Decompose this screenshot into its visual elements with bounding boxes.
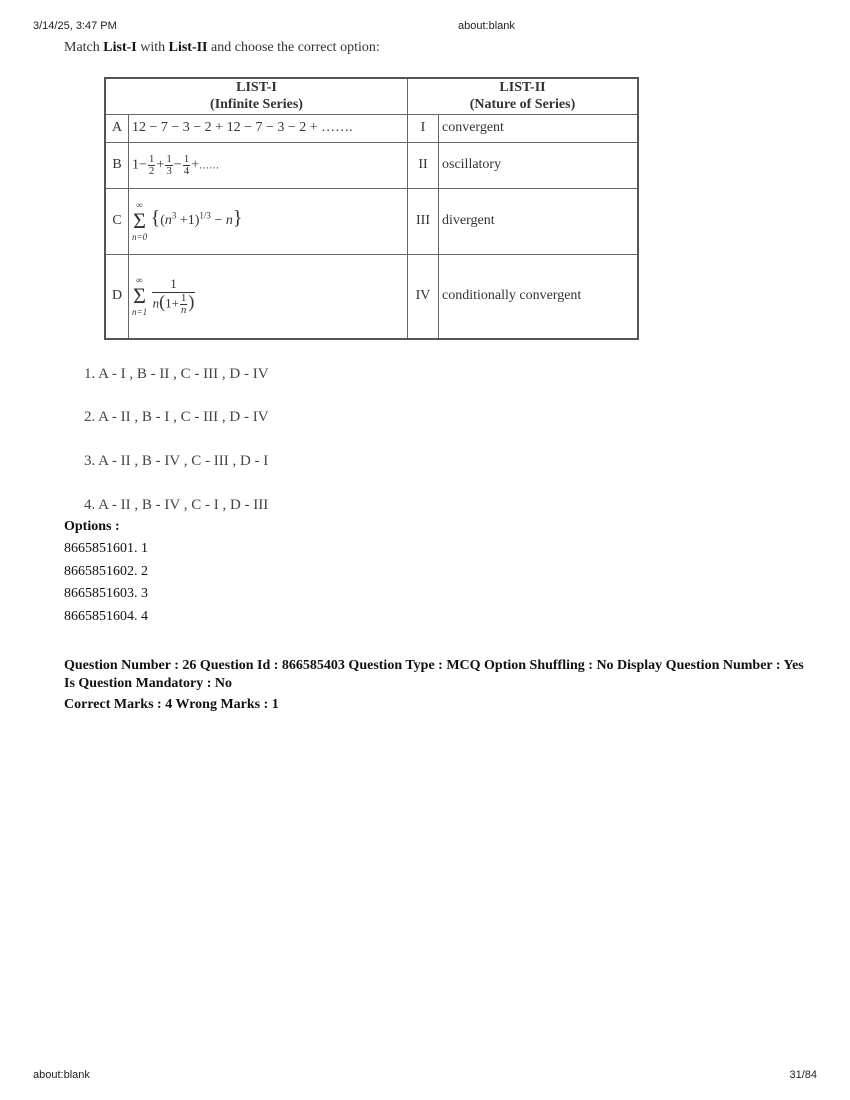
list2-header: LIST-II (Nature of Series) (408, 78, 639, 114)
answer-choice: 2. A - II , B - I , C - III , D - IV (84, 409, 269, 425)
answer-choice: 4. A - II , B - IV , C - I , D - III (84, 497, 269, 513)
nature-ii: oscillatory (439, 142, 639, 188)
option-item: 8665851604. 4 (64, 609, 148, 624)
print-title: about:blank (458, 20, 515, 32)
option-item: 8665851601. 1 (64, 541, 148, 556)
row-roman: IV (408, 254, 439, 339)
question-meta: Question Number : 26 Question Id : 866585403 Question Type : MCQ Option Shuffling : No Display Question Number : Yes Is Question Mandatory : No (64, 658, 804, 691)
row-label: C (105, 188, 129, 254)
nature-iv: conditionally convergent (439, 254, 639, 339)
print-datetime: 3/14/25, 3:47 PM (33, 20, 117, 32)
nature-i: convergent (439, 114, 639, 142)
match-table (104, 77, 639, 340)
table-row (105, 114, 638, 142)
nature-iii: divergent (439, 188, 639, 254)
options-heading: Options : (64, 519, 120, 534)
row-roman: III (408, 188, 439, 254)
option-item: 8665851602. 2 (64, 564, 148, 579)
table-row (105, 188, 638, 254)
row-label: B (105, 142, 129, 188)
question-intro: Match List-I with List-II and choose the correct option: (64, 40, 380, 55)
series-b: 1− $\frac{1}{2}$ + $\frac{1}{3}$ − $\frac{1}{4}$ +…… (129, 142, 408, 188)
question-marks: Correct Marks : 4 Wrong Marks : 1 (64, 697, 279, 712)
page-number: 31/84 (789, 1069, 817, 1081)
row-label: D (105, 254, 129, 339)
list1-header: LIST-I (Infinite Series) (105, 78, 408, 114)
series-c: ∞ Σ n=0 $\{(n^3 +1)^{1/3} - n\}$ (129, 188, 408, 254)
row-roman: I (408, 114, 439, 142)
table-row (105, 142, 638, 188)
row-label: A (105, 114, 129, 142)
table-row (105, 254, 638, 339)
answer-choice: 1. A - I , B - II , C - III , D - IV (84, 366, 269, 382)
footer-url: about:blank (33, 1069, 90, 1081)
series-d: ∞ Σ n=1 1 n(1+ $\frac{1}{n}$ ) (129, 254, 408, 339)
series-a: 12 − 7 − 3 − 2 + 12 − 7 − 3 − 2 + ……. (129, 114, 408, 142)
row-roman: II (408, 142, 439, 188)
option-item: 8665851603. 3 (64, 586, 148, 601)
answer-choice: 3. A - II , B - IV , C - III , D - I (84, 453, 269, 469)
